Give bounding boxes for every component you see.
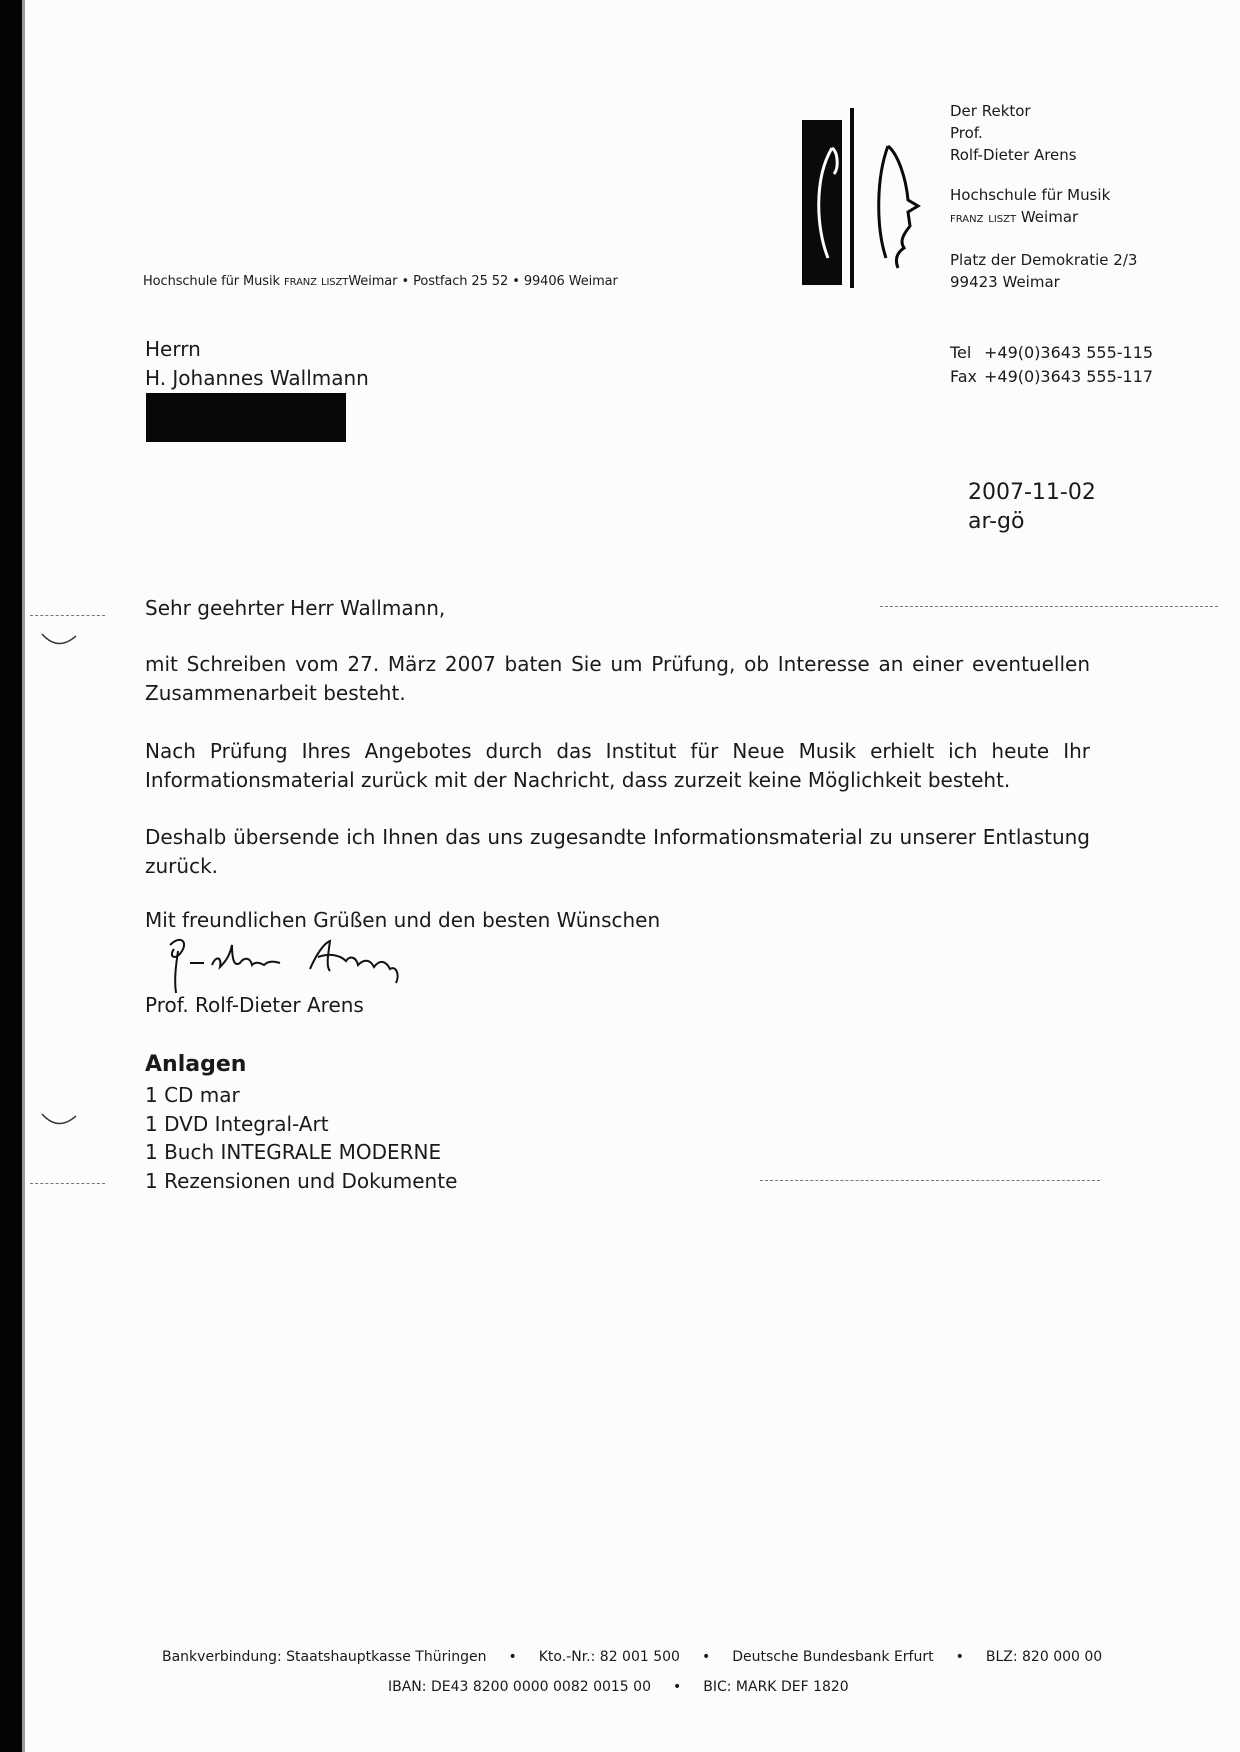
date-block [968, 478, 1096, 536]
footer-separator: • [672, 1679, 682, 1695]
sender-city: Weimar [1020, 208, 1079, 226]
return-postcode-city: 99406 Weimar [523, 274, 618, 289]
recipient-block [145, 335, 369, 393]
paragraph-2: Nach Prüfung Ihres Angebotes durch das Institut für Neue Musik erhielt ich heute Ihr Informationsmaterial zurück mit der Nachricht, dass zurzeit keine Möglichkeit besteht. [145, 739, 1090, 792]
sender-title: Prof. [950, 124, 983, 142]
attachments-list [145, 1081, 457, 1195]
scan-edge-shadow [22, 0, 25, 1752]
fold-line-right-2 [760, 1180, 1100, 1181]
return-city: Weimar [348, 274, 398, 289]
sender-name: Rolf-Dieter Arens [950, 146, 1077, 164]
footer-line-2 [388, 1679, 849, 1695]
tel-line [950, 341, 1153, 365]
footer-separator: • [955, 1649, 964, 1665]
footer-blz: BLZ: 820 000 00 [985, 1649, 1103, 1665]
footer-bic: BIC: MARK DEF 1820 [703, 1679, 849, 1695]
sender-franz: FRANZ [950, 214, 984, 225]
salutation: Sehr geehrter Herr Wallmann, [145, 596, 446, 620]
fax-number: +49(0)3643 555-117 [984, 367, 1154, 386]
punch-mark-2 [40, 1110, 80, 1134]
attachments-heading: Anlagen [145, 1052, 247, 1077]
fold-line-right-1 [880, 606, 1218, 607]
reference-code: ar-gö [968, 509, 1025, 534]
attachment-item: 1 Rezensionen und Dokumente [145, 1168, 458, 1193]
footer-line-1 [162, 1649, 1102, 1665]
return-school: Hochschule für Musik [143, 274, 280, 289]
fax-line [950, 365, 1153, 389]
sender-block [950, 100, 1137, 293]
letter-date: 2007-11-02 [968, 480, 1096, 505]
fold-line-left-1 [30, 615, 105, 616]
contact-block [950, 341, 1153, 389]
footer-account: Kto.-Nr.: 82 001 500 [538, 1649, 680, 1665]
return-liszt: LISZT [320, 277, 349, 288]
fax-label: Fax [950, 367, 978, 386]
footer-bank-name: Deutsche Bundesbank Erfurt [732, 1649, 934, 1665]
footer-separator: • [701, 1649, 711, 1665]
recipient-salutation: Herrn [145, 337, 201, 361]
sender-school: Hochschule für Musik [950, 186, 1111, 204]
footer-separator: • [508, 1649, 517, 1665]
recipient-name: H. Johannes Wallmann [145, 366, 369, 390]
sender-school-name [950, 206, 1137, 231]
footer-bank: Bankverbindung: Staatshauptkasse Thüringen [162, 1649, 487, 1665]
paragraph-1: mit Schreiben vom 27. März 2007 baten Sie um Prüfung, ob Interesse an einer eventuellen Zusammenarbeit besteht. [145, 652, 1090, 705]
signature [160, 935, 420, 995]
signer-name: Prof. Rolf-Dieter Arens [145, 993, 364, 1017]
closing: Mit freundlichen Grüßen und den besten Wünschen [145, 908, 661, 932]
sender-liszt: LISZT [988, 214, 1017, 225]
sender-street: Platz der Demokratie 2/3 [950, 251, 1138, 269]
return-franz: FRANZ [283, 277, 317, 288]
return-address [143, 274, 618, 289]
school-logo [802, 108, 924, 288]
attachment-item: 1 DVD Integral-Art [145, 1111, 329, 1136]
footer-iban: IBAN: DE43 8200 0000 0082 0015 00 [388, 1679, 651, 1695]
punch-mark-1 [40, 630, 80, 654]
attachment-item: 1 CD mar [145, 1083, 240, 1107]
redacted-address [146, 393, 346, 442]
tel-label: Tel [950, 343, 972, 362]
sender-role: Der Rektor [950, 102, 1031, 120]
sender-postcode-city: 99423 Weimar [950, 273, 1060, 291]
paragraph-3: Deshalb übersende ich Ihnen das uns zugesandte Informationsmaterial zu unserer Entlastung zurück. [145, 825, 1090, 878]
return-separator-2: • [512, 274, 520, 289]
scan-edge [0, 0, 22, 1752]
attachment-item: 1 Buch INTEGRALE MODERNE [145, 1140, 442, 1164]
return-separator-1: • [401, 274, 410, 289]
tel-number: +49(0)3643 555-115 [984, 343, 1154, 362]
fold-line-left-2 [30, 1183, 105, 1184]
return-postfach: Postfach 25 52 [413, 274, 509, 289]
